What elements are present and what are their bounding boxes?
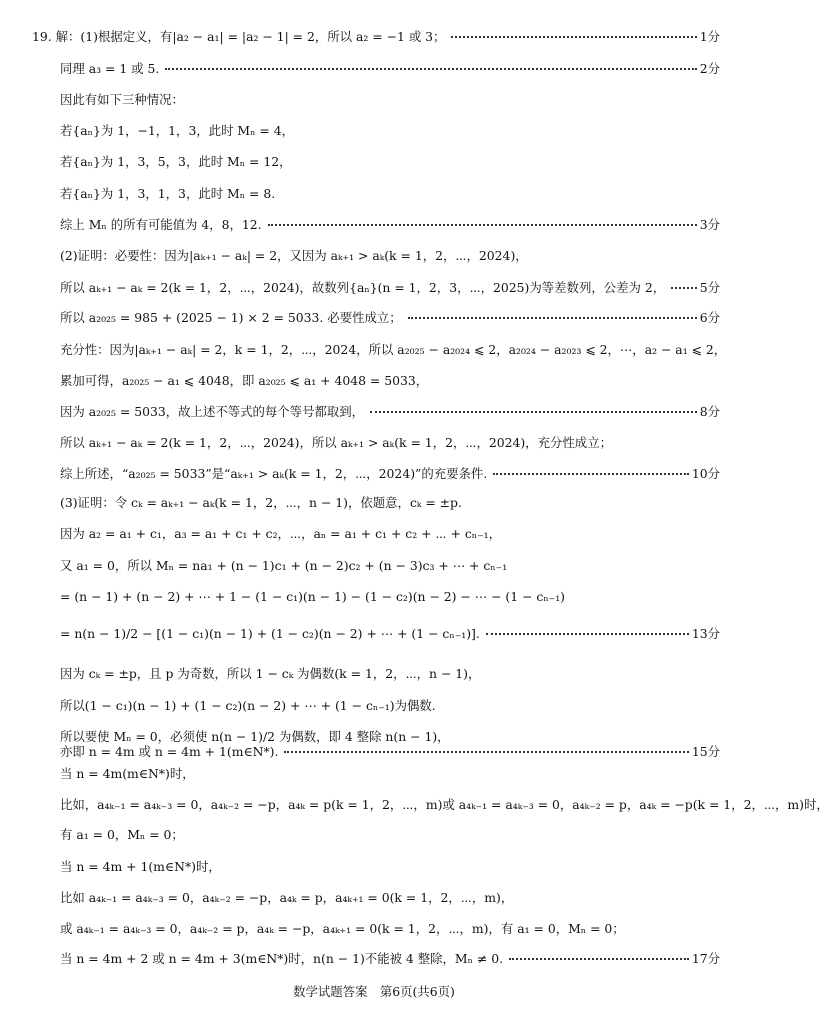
answer-line-29 <box>60 889 720 907</box>
line-text: 有 a₁ = 0，Mₙ = 0； <box>60 827 184 842</box>
line-text: (2)证明：必要性：因为|aₖ₊₁ − aₖ| = 2，又因为 aₖ₊₁ > aₖ(k = 1，2，⋯，2024)， <box>60 248 528 263</box>
line-text: 累加可得，a₂₀₂₅ − a₁ ⩽ 4048，即 a₂₀₂₅ ⩽ a₁ + 4048 = 5033， <box>60 373 429 388</box>
answer-line-9 <box>60 279 720 297</box>
line-text: 若{aₙ}为 1，−1，1，3，此时 Mₙ = 4， <box>60 123 295 138</box>
line-text: 当 n = 4m + 1(m∈N*)时， <box>60 859 221 874</box>
line-text: 或 a₄ₖ₋₁ = a₄ₖ₋₃ = 0，a₄ₖ₋₂ = p，a₄ₖ = −p，a₄ₖ₊₁ = 0(k = 1，2，⋯，m)，有 a₁ = 0，Mₙ = 0； <box>60 921 625 936</box>
answer-line-6 <box>60 185 720 203</box>
line-text: 亦即 n = 4m 或 n = 4m + 1(m∈N*). <box>60 744 279 759</box>
score-label: 15分 <box>691 744 720 759</box>
line-text: 当 n = 4m(m∈N*)时， <box>60 766 195 781</box>
answer-line-2 <box>60 60 720 78</box>
answer-line-3 <box>60 91 720 109</box>
answer-line-15 <box>60 465 720 483</box>
line-text: 同理 a₃ = 1 或 5. <box>60 61 160 76</box>
leader-dots <box>509 958 689 960</box>
answer-line-5 <box>60 153 720 171</box>
answer-line-16 <box>60 494 720 512</box>
line-text: 比如，a₄ₖ₋₁ = a₄ₖ₋₃ = 0，a₄ₖ₋₂ = −p，a₄ₖ = p(k = 1，2，⋯，m)或 a₄ₖ₋₁ = a₄ₖ₋₃ = 0，a₄ₖ₋₂ = p，a₄ₖ = −p(k = 1，2，⋯，m)时， <box>60 797 829 812</box>
answer-line-20 <box>60 625 720 643</box>
line-text: 充分性：因为|aₖ₊₁ − aₖ| = 2，k = 1，2，⋯，2024，所以 a₂₀₂₅ − a₂₀₂₄ ⩽ 2，a₂₀₂₄ − a₂₀₂₃ ⩽ 2，⋯，a₂ − a₁ ⩽ 2， <box>60 342 727 357</box>
leader-dots <box>408 317 697 319</box>
line-text: 因此有如下三种情况： <box>60 92 184 107</box>
line-text: 又 a₁ = 0，所以 Mₙ = na₁ + (n − 1)c₁ + (n − 2)c₂ + (n − 3)c₃ + ⋯ + cₙ₋₁ <box>60 558 508 573</box>
line-text: = n(n − 1)/2 − [(1 − c₁)(n − 1) + (1 − c₂)(n − 2) + ⋯ + (1 − cₙ₋₁)]. <box>60 626 480 641</box>
leader-dots <box>493 473 689 475</box>
leader-dots <box>268 224 697 226</box>
answer-line-17 <box>60 525 720 543</box>
leader-dots <box>370 411 697 413</box>
leader-dots <box>165 68 696 70</box>
answer-line-26 <box>60 796 829 814</box>
answer-line-30 <box>60 920 720 938</box>
line-text: 若{aₙ}为 1，3，1，3，此时 Mₙ = 8. <box>60 186 276 201</box>
line-text: (3)证明：令 cₖ = aₖ₊₁ − aₖ(k = 1，2，⋯，n − 1)，依题意，cₖ = ±p. <box>60 495 462 510</box>
answer-line-22 <box>60 697 720 715</box>
line-text: 若{aₙ}为 1，3，5，3，此时 Mₙ = 12， <box>60 154 292 169</box>
line-text: 因为 a₂₀₂₅ = 5033，故上述不等式的每个等号都取到， <box>60 404 365 419</box>
line-text: 当 n = 4m + 2 或 n = 4m + 3(m∈N*)时，n(n − 1)不能被 4 整除，Mₙ ≠ 0. <box>60 951 504 966</box>
line-text: 所以 a₂₀₂₅ = 985 + (2025 − 1) × 2 = 5033. 必要性成立； <box>60 310 402 325</box>
answer-line-12 <box>60 372 720 390</box>
score-label: 1分 <box>699 29 720 44</box>
answer-line-21 <box>60 665 720 683</box>
score-label: 6分 <box>699 310 720 325</box>
line-text: 19. 解：(1)根据定义，有|a₂ − a₁| = |a₂ − 1| = 2，所以 a₂ = −1 或 3； <box>32 29 446 44</box>
line-text: = (n − 1) + (n − 2) + ⋯ + 1 − (1 − c₁)(n − 1) − (1 − c₂)(n − 2) − ⋯ − (1 − cₙ₋₁) <box>60 589 566 604</box>
score-label: 8分 <box>699 404 720 419</box>
answer-line-4 <box>60 122 720 140</box>
score-label: 10分 <box>691 466 720 481</box>
score-label: 2分 <box>699 61 720 76</box>
answer-line-18 <box>60 557 720 575</box>
leader-dots <box>451 36 696 38</box>
line-text: 所以要使 Mₙ = 0，必须使 n(n − 1)/2 为偶数，即 4 整除 n(n − 1)， <box>60 729 450 744</box>
answer-line-24 <box>60 743 720 761</box>
answer-line-11 <box>60 341 727 359</box>
score-label: 5分 <box>699 280 720 295</box>
line-text: 所以 aₖ₊₁ − aₖ = 2(k = 1，2，⋯，2024)，所以 aₖ₊₁ > aₖ(k = 1，2，⋯，2024)，充分性成立； <box>60 435 612 450</box>
line-text: 比如 a₄ₖ₋₁ = a₄ₖ₋₃ = 0，a₄ₖ₋₂ = −p，a₄ₖ = p，a₄ₖ₊₁ = 0(k = 1，2，⋯，m)， <box>60 890 514 905</box>
answer-line-8 <box>60 247 720 265</box>
answer-line-28 <box>60 858 720 876</box>
answer-line-13 <box>60 403 720 421</box>
line-text: 所以 aₖ₊₁ − aₖ = 2(k = 1，2，⋯，2024)，故数列{aₙ}(n = 1，2，3，⋯，2025)为等差数列，公差为 2， <box>60 280 666 295</box>
leader-dots <box>284 751 688 753</box>
answer-line-14 <box>60 434 720 452</box>
line-text: 所以(1 − c₁)(n − 1) + (1 − c₂)(n − 2) + ⋯ + (1 − cₙ₋₁)为偶数. <box>60 698 436 713</box>
score-label: 17分 <box>691 951 720 966</box>
answer-line-27 <box>60 826 720 844</box>
answer-line-31 <box>60 950 720 968</box>
line-text: 因为 cₖ = ±p，且 p 为奇数，所以 1 − cₖ 为偶数(k = 1，2，⋯，n − 1)， <box>60 666 481 681</box>
line-text: 综上所述，“a₂₀₂₅ = 5033”是“aₖ₊₁ > aₖ(k = 1，2，⋯，2024)”的充要条件. <box>60 466 488 481</box>
line-text: 综上 Mₙ 的所有可能值为 4，8，12. <box>60 217 262 232</box>
answer-line-10 <box>60 309 720 327</box>
leader-dots <box>671 287 697 289</box>
leader-dots <box>486 633 689 635</box>
score-label: 3分 <box>699 217 720 232</box>
answer-line-7 <box>60 216 720 234</box>
line-text: 因为 a₂ = a₁ + c₁，a₃ = a₁ + c₁ + c₂，⋯，aₙ = a₁ + c₁ + c₂ + ⋯ + cₙ₋₁， <box>60 526 502 541</box>
answer-line-25 <box>60 765 720 783</box>
answer-line-19 <box>60 588 720 606</box>
score-label: 13分 <box>691 626 720 641</box>
page-footer: 数学试题答案 第6页(共6页) <box>293 984 455 999</box>
answer-line-1 <box>32 28 720 46</box>
